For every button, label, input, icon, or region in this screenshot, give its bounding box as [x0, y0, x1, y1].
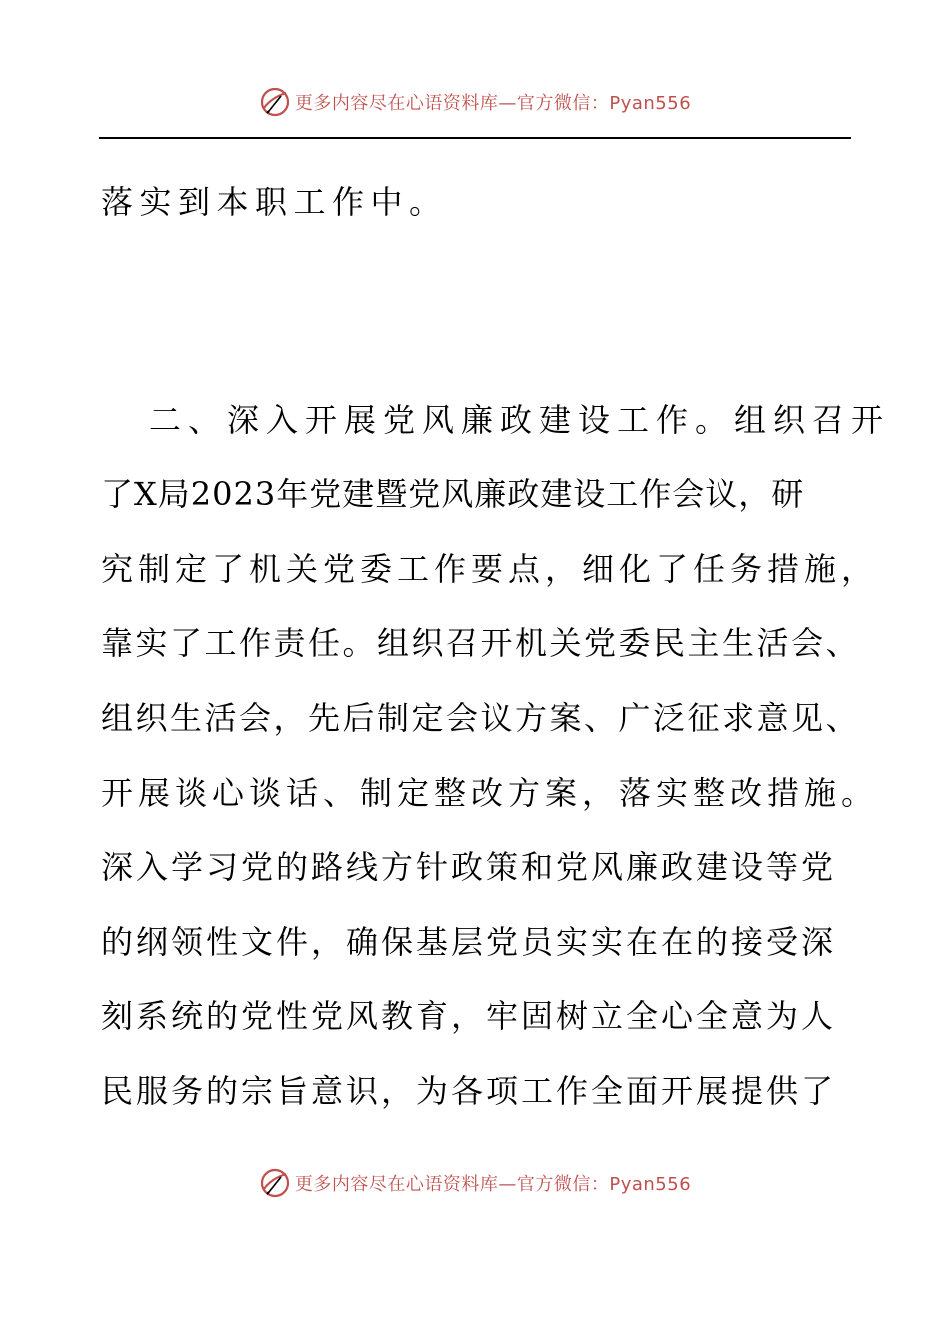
pen-circle-logo-icon [259, 86, 291, 118]
body-line: 开展谈心谈话、制定整改方案，落实整改措施。 [101, 774, 879, 812]
body-line: 组织生活会，先后制定会议方案、广泛征求意见、 [101, 699, 861, 737]
footer-banner-text: 更多内容尽在心语资料库—官方微信：Pyan556 [294, 1174, 692, 1195]
section-heading-line: 二、深入开展党风廉政建设工作。组织召开 [149, 401, 891, 439]
pen-circle-logo-icon [259, 1167, 291, 1199]
header-banner-text: 更多内容尽在心语资料库—官方微信：Pyan556 [294, 93, 692, 114]
body-line: 了X局2023年党建暨党风廉政建设工作会议，研 [101, 475, 805, 513]
header-banner [0, 82, 950, 122]
body-line: 刻系统的党性党风教育，牢固树立全心全意为人 [101, 997, 837, 1035]
body-line: 的纲领性文件，确保基层党员实实在在的接受深 [101, 923, 837, 961]
body-line: 究制定了机关党委工作要点，细化了任务措施， [101, 550, 879, 588]
header-divider [99, 137, 851, 139]
body-line: 深入学习党的路线方针政策和党风廉政建设等党 [101, 848, 837, 886]
body-line: 民服务的宗旨意识，为各项工作全面开展提供了 [101, 1072, 837, 1110]
body-line: 靠实了工作责任。组织召开机关党委民主生活会、 [101, 624, 861, 662]
footer-banner [0, 1163, 950, 1203]
body-line: 落实到本职工作中。 [101, 183, 448, 221]
